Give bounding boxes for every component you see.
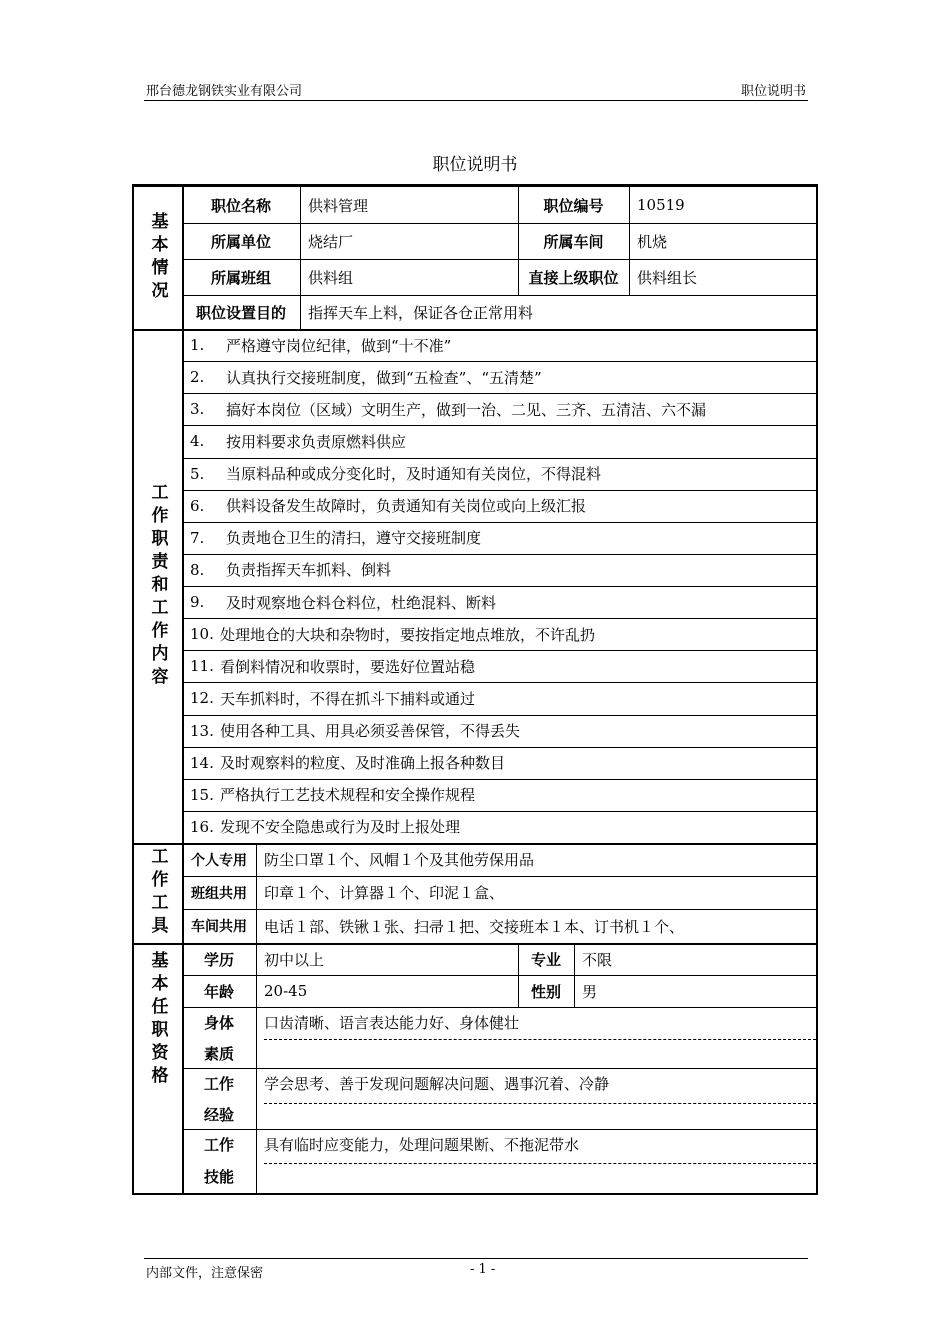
duty-text: 负责地仓卫生的清扫，遵守交接班制度 (226, 529, 482, 548)
gender-label: 性别 (530, 982, 561, 1001)
duty-number: 14. (190, 753, 214, 772)
duty-item (182, 554, 816, 586)
duty-item (182, 650, 816, 682)
duty-text: 严格遵守岗位纪律，做到“十不准” (226, 336, 452, 355)
duty-text: 天车抓料时，不得在抓斗下捕料或通过 (220, 689, 476, 708)
duty-text: 及时观察地仓料仓料位，杜绝混料、断料 (226, 593, 497, 612)
duty-text: 看倒料情况和收票时，要选好位置站稳 (220, 657, 476, 676)
duty-number: 1. (190, 336, 205, 355)
duty-number: 9. (190, 593, 205, 612)
age-label: 年龄 (203, 982, 234, 1001)
duty-text: 严格执行工艺技术规程和安全操作规程 (220, 786, 476, 805)
header-rule (144, 100, 808, 101)
footer-note: 内部文件，注意保密 (146, 1266, 264, 1281)
duty-item (182, 329, 816, 361)
duty-text: 搞好本岗位（区域）文明生产，做到一治、二见、三齐、五清洁、六不漏 (226, 400, 707, 419)
duty-item (182, 458, 816, 490)
tools-section-label: 工作工具 (147, 847, 168, 939)
duty-text: 供料设备发生故障时，负责通知有关岗位或向上级汇报 (226, 497, 587, 516)
duty-item (182, 361, 816, 393)
duty-number: 11. (190, 657, 214, 676)
major-value: 不限 (582, 950, 613, 969)
experience-value: 学会思考、善于发现问题解决问题、遇事沉着、冷静 (264, 1074, 610, 1093)
duty-number: 7. (190, 528, 205, 547)
duty-number: 3. (190, 400, 205, 419)
experience-label-line2: 经验 (203, 1105, 234, 1124)
team-label: 所属班组 (210, 268, 271, 287)
tools-team-label: 班组共用 (191, 885, 247, 902)
experience-label-line1: 工作 (203, 1074, 234, 1093)
team-value: 供料组 (308, 268, 354, 287)
duty-text: 及时观察料的粒度、及时准确上报各种数目 (220, 754, 506, 773)
tools-team-value: 印章１个、计算器１个、印泥１盒、 (264, 884, 505, 902)
duty-text: 按用料要求负责原燃料供应 (226, 432, 407, 451)
header-doc-type: 职位说明书 (740, 84, 806, 99)
physical-label-line2: 素质 (203, 1044, 234, 1063)
unit-value: 烧结厂 (308, 232, 354, 251)
skill-label-line2: 技能 (203, 1167, 234, 1186)
skill-label-line1: 工作 (203, 1135, 234, 1154)
duty-text: 使用各种工具、用具必须妥善保管，不得丢失 (220, 722, 521, 741)
duty-number: 16. (190, 817, 214, 836)
duty-item (182, 618, 816, 650)
duty-number: 4. (190, 432, 205, 451)
purpose-label: 职位设置目的 (195, 303, 286, 322)
duties-section-label: 工作职责和工作内容 (147, 482, 168, 690)
skill-value: 具有临时应变能力，处理问题果断、不拖泥带水 (264, 1135, 580, 1154)
duty-text: 发现不安全隐患或行为及时上报处理 (220, 818, 461, 837)
workshop-value: 机烧 (637, 232, 668, 251)
duty-number: 13. (190, 721, 214, 740)
unit-label: 所属单位 (210, 232, 271, 251)
duty-item (182, 393, 816, 425)
duty-item (182, 747, 816, 779)
position-code-label: 职位编号 (543, 196, 604, 215)
duty-item (182, 522, 816, 554)
superior-value: 供料组长 (637, 268, 698, 287)
duty-text: 当原料品种或成分变化时，及时通知有关岗位，不得混料 (226, 465, 602, 484)
position-name-label: 职位名称 (210, 196, 271, 215)
duty-item (182, 779, 816, 811)
duty-item (182, 715, 816, 747)
duty-item (182, 682, 816, 714)
duty-number: 2. (190, 368, 205, 387)
duty-text: 负责指挥天车抓料、倒料 (226, 561, 392, 580)
duty-number: 5. (190, 464, 205, 483)
duty-item (182, 811, 816, 843)
tools-workshop-label: 车间共用 (191, 919, 247, 935)
position-name-value: 供料管理 (308, 196, 369, 215)
position-code-value: 10519 (637, 196, 685, 214)
page-number: - 1 - (470, 1262, 496, 1277)
duty-number: 12. (190, 689, 214, 708)
footer-rule (144, 1258, 808, 1259)
company-name: 邢台德龙钢铁实业有限公司 (146, 84, 303, 99)
tools-workshop-value: 电话１部、铁锹１张、扫帚１把、交接班本１本、订书机１个、 (264, 917, 685, 936)
duty-number: 6. (190, 496, 205, 515)
duty-text: 认真执行交接班制度，做到“五检查”、“五清楚” (226, 368, 542, 387)
physical-label-line1: 身体 (203, 1013, 234, 1032)
qualifications-section-label: 基本任职资格 (147, 951, 168, 1089)
duty-number: 15. (190, 785, 214, 804)
education-label: 学历 (203, 950, 234, 969)
duty-item (182, 586, 816, 618)
page-title: 职位说明书 (432, 155, 518, 175)
tools-personal-value: 防尘口罩１个、风帽１个及其他劳保用品 (264, 851, 535, 869)
education-value: 初中以上 (264, 950, 325, 969)
duty-number: 10. (190, 625, 214, 644)
duty-item (182, 490, 816, 522)
job-description-table (132, 184, 818, 1195)
duty-number: 8. (190, 560, 205, 579)
purpose-value: 指挥天车上料，保证各仓正常用料 (308, 303, 534, 322)
workshop-label: 所属车间 (543, 232, 604, 251)
duty-item (182, 425, 816, 457)
superior-label: 直接上级职位 (528, 268, 619, 287)
duty-text: 处理地仓的大块和杂物时，要按指定地点堆放，不许乱扔 (220, 625, 596, 644)
tools-personal-label: 个人专用 (191, 852, 247, 869)
basic-section-label: 基本情况 (147, 212, 168, 304)
major-label: 专业 (530, 950, 561, 969)
gender-value: 男 (582, 982, 598, 1001)
age-value: 20-45 (264, 982, 308, 1000)
physical-value: 口齿清晰、语言表达能力好、身体健壮 (264, 1013, 520, 1032)
